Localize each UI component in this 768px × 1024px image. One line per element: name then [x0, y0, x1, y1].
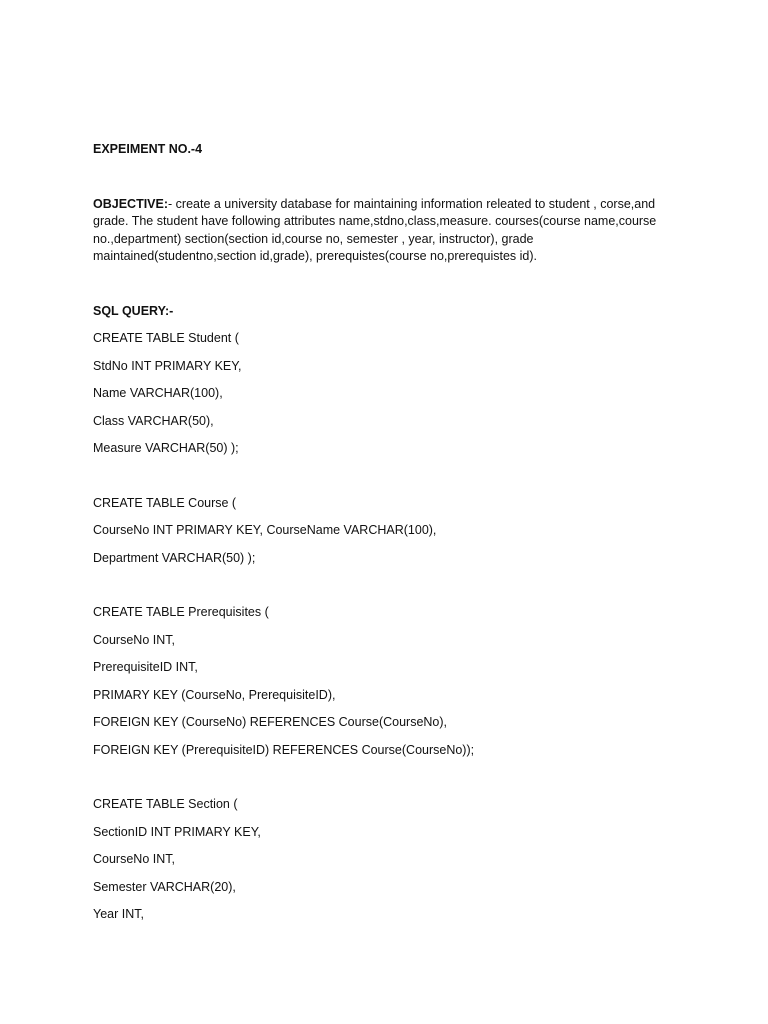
sql-line: StdNo INT PRIMARY KEY, — [93, 358, 242, 373]
sql-line: FOREIGN KEY (CourseNo) REFERENCES Course(CourseNo), — [93, 715, 448, 729]
sql-line: CREATE TABLE Student ( — [93, 331, 239, 345]
sql-block-section — [93, 796, 693, 924]
block-spacer — [93, 769, 693, 796]
objective-label: OBJECTIVE: — [93, 196, 169, 211]
sql-line: FOREIGN KEY (PrerequisiteID) REFERENCES Course(CourseNo)); — [93, 742, 475, 757]
block-spacer — [93, 577, 693, 604]
objective-paragraph — [93, 196, 683, 266]
sql-line: CREATE TABLE Section ( — [93, 797, 238, 811]
sql-line: PrerequisiteID INT, — [93, 660, 198, 674]
block-spacer — [93, 468, 693, 495]
sql-line: Measure VARCHAR(50) ); — [93, 441, 239, 455]
sql-line: CREATE TABLE Course ( — [93, 495, 237, 510]
sql-line: Semester VARCHAR(20), — [93, 879, 236, 894]
sql-line: CourseNo INT, — [93, 852, 175, 866]
sql-line: Name VARCHAR(100), — [93, 386, 223, 400]
sql-block-course — [93, 495, 693, 568]
document-content — [93, 141, 693, 934]
sql-line: Year INT, — [93, 907, 144, 921]
experiment-title: EXPEIMENT NO.-4 — [93, 142, 203, 156]
sql-query-heading: SQL QUERY:- — [93, 303, 174, 318]
sql-line: Department VARCHAR(50) ); — [93, 550, 256, 565]
sql-line: SectionID INT PRIMARY KEY, — [93, 824, 261, 839]
sql-line: CourseNo INT, — [93, 632, 175, 647]
sql-line: Class VARCHAR(50), — [93, 413, 214, 428]
sql-line: PRIMARY KEY (CourseNo, PrerequisiteID), — [93, 687, 336, 702]
sql-block-student — [93, 330, 693, 458]
sql-line: CREATE TABLE Prerequisites ( — [93, 605, 269, 619]
sql-line: CourseNo INT PRIMARY KEY, CourseName VARCHAR(100), — [93, 523, 437, 537]
objective-text: - create a university database for maintaining information releated to student , corse,and grade. The student have following attributes name,stdno,class,measure. courses(course name,course no.,department) section(section id,course no, semester , year, instructor), grade maintained(studentno,section id,grade), prerequistes(course no,prerequistes id). — [93, 196, 657, 263]
sql-block-prerequisites — [93, 604, 693, 759]
